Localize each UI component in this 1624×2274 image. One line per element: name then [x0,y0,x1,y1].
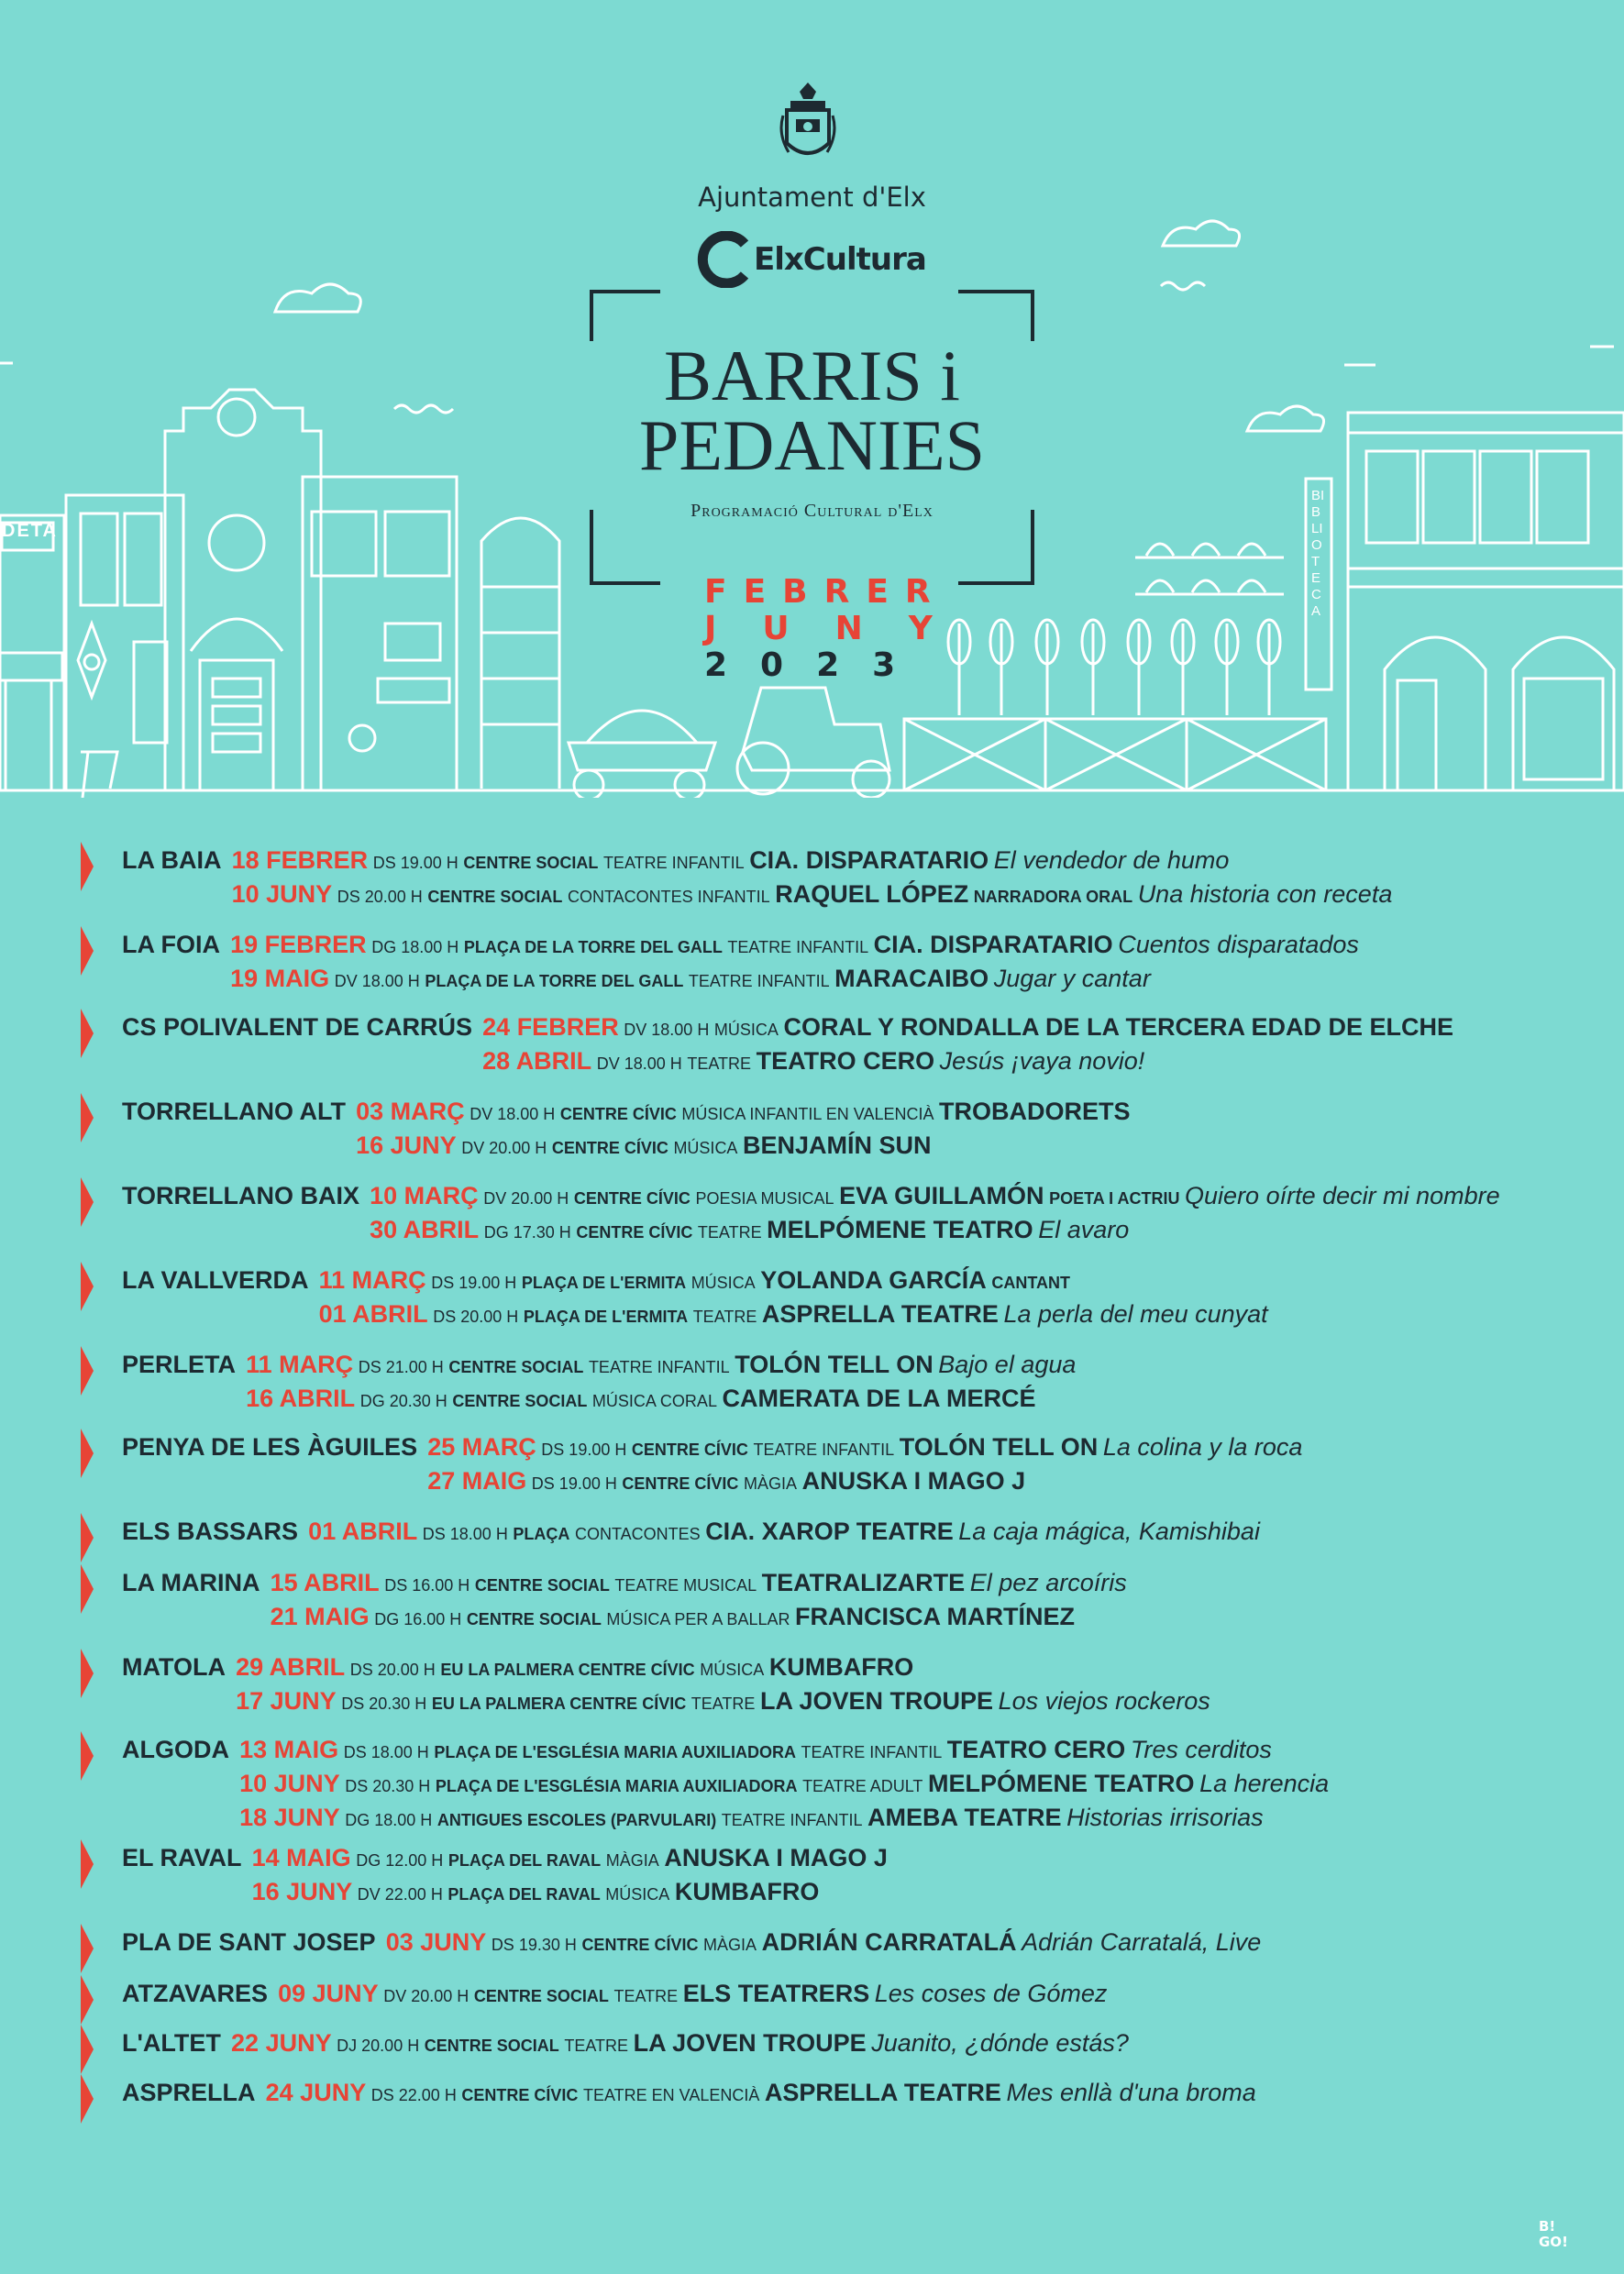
event-company: TEATRO CERO [946,1736,1126,1763]
event-entry [122,2026,1129,2062]
event-date: 14 MAIG [251,1844,351,1871]
red-arrow-icon [79,1176,95,1229]
event-entry [239,1801,1264,1837]
event-entry [122,1430,1302,1466]
event-category: MÚSICA [700,1661,765,1679]
event-day-time: DS 20.00 H [349,1661,436,1679]
brand-name: ElxCultura [754,241,926,278]
place-name: PENYA DE LES ÀGUILES [122,1433,418,1461]
event-venue: CENTRE CÍVIC [461,2086,579,2104]
designer-credit [1539,2219,1568,2250]
event-company: CORAL Y RONDALLA DE LA TERCERA EDAD DE ELCHE [783,1013,1454,1041]
event-day-time: DS 19.00 H [431,1274,517,1292]
event-day-time: DV 20.00 H [383,1987,470,2005]
event-company: CIA. DISPARATARIO [873,931,1113,958]
event-entry [370,1213,1129,1249]
event-day-time: DS 21.00 H [358,1358,444,1376]
event-show-title: Adrián Carratalá, Live [1022,1928,1262,1956]
event-venue: PLAÇA DE L'ERMITA [523,1308,689,1326]
event-company: ADRIÁN CARRATALÁ [761,1928,1017,1956]
event-category: MÚSICA [690,1274,756,1292]
event-venue: PLAÇA DEL RAVAL [447,1851,602,1870]
event-day-time: DS 19.00 H [541,1441,627,1459]
event-category: TEATRE INFANTIL [727,938,869,956]
event-category: TEATRE INFANTIL [602,854,745,872]
event-entry [122,1566,1127,1602]
page-title [0,336,1624,485]
event-day-time: DV 18.00 H [624,1021,710,1039]
event-venue: CENTRE CÍVIC [576,1223,693,1242]
event-venue: CENTRE CÍVIC [631,1441,748,1459]
event-date: 16 JUNY [356,1131,457,1159]
place-name: MATOLA [122,1653,226,1681]
event-category: MÚSICA [605,1885,670,1904]
event-day-time: DS 22.00 H [370,2086,457,2104]
place-name: ALGODA [122,1736,229,1763]
event-company: YOLANDA GARCÍA [760,1266,987,1294]
event-day-time: DG 16.00 H [374,1610,462,1628]
event-category: MÚSICA PER A BALLAR [606,1610,790,1628]
event-venue: CENTRE SOCIAL [473,1987,609,2005]
red-arrow-icon [79,924,95,977]
event-company-note: NARRADORA ORAL [973,888,1133,906]
event-date: 16 JUNY [251,1878,353,1905]
event-company: ASPRELLA TEATRE [761,1300,999,1328]
event-day-time: DJ 20.00 H [337,2037,420,2055]
place-name: PLA DE SANT JOSEP [122,1928,376,1956]
event-entry [122,1010,1453,1046]
event-company: TEATRALIZARTE [761,1569,966,1596]
red-arrow-icon [79,1922,95,1975]
title-line-1: BARRIS i [664,336,960,415]
library-sign: BIBLIOTECA [1311,488,1325,619]
event-venue: EU LA PALMERA CENTRE CÍVIC [440,1661,695,1679]
red-arrow-icon [79,1091,95,1144]
event-date: 01 ABRIL [308,1518,418,1545]
event-day-time: DS 19.30 H [491,1936,577,1954]
event-category: CONTACONTES [574,1525,701,1543]
event-day-time: DG 18.00 H [345,1811,433,1829]
event-entry [230,962,1151,998]
event-day-time: DG 18.00 H [371,938,459,956]
event-date: 28 ABRIL [482,1047,592,1075]
event-category: TEATRE INFANTIL [688,972,830,990]
event-entry [122,844,1229,879]
event-show-title: El vendedor de humo [993,846,1230,874]
event-show-title: La herencia [1199,1770,1330,1797]
event-venue: CENTRE SOCIAL [424,2037,559,2055]
red-arrow-icon [79,1511,95,1564]
red-arrow-icon [79,1647,95,1700]
event-entry [239,1767,1329,1803]
event-company: EVA GUILLAMÓN [839,1182,1044,1209]
event-company: LA JOVEN TROUPE [760,1687,994,1715]
event-category: TEATRE [613,1987,679,2005]
event-company: CIA. XAROP TEATRE [705,1518,954,1545]
event-venue: CENTRE SOCIAL [463,854,599,872]
red-arrow-icon [79,1260,95,1313]
event-venue: EU LA PALMERA CENTRE CÍVIC [431,1694,687,1713]
event-entry [252,1875,820,1911]
event-date: 21 MAIG [270,1603,370,1630]
event-company: AMEBA TEATRE [867,1804,1062,1831]
event-company: MELPÓMENE TEATRO [767,1216,1033,1243]
event-show-title: El avaro [1038,1216,1130,1243]
period-start: FEBRER [704,573,947,611]
event-entry [427,1464,1025,1500]
event-show-title: Juanito, ¿dónde estás? [871,2029,1129,2057]
event-category: CONTACONTES INFANTIL [567,888,770,906]
place-name: CS POLIVALENT DE CARRÚS [122,1013,473,1041]
place-name: TORRELLANO BAIX [122,1182,360,1209]
event-venue: PLAÇA DEL RAVAL [447,1885,601,1904]
event-date: 03 MARÇ [356,1098,465,1125]
title-line-2: PEDANIES [638,405,985,485]
event-show-title: Les coses de Gómez [874,1980,1108,2007]
event-date: 18 FEBRER [231,846,369,874]
event-entry [122,1515,1260,1551]
event-company-note: CANTANT [991,1274,1070,1292]
place-name: ELS BASSARS [122,1518,299,1545]
event-day-time: DV 18.00 H [470,1105,556,1123]
event-company: TEATRO CERO [756,1047,935,1075]
event-company: ANUSKA I MAGO J [801,1467,1026,1495]
event-date: 18 JUNY [239,1804,340,1831]
event-venue: CENTRE CÍVIC [573,1189,690,1208]
event-entry [122,1926,1261,1961]
event-category: TEATRE INFANTIL [801,1743,943,1761]
red-arrow-icon [79,1344,95,1397]
event-day-time: DV 20.00 H [483,1189,569,1208]
place-name: PERLETA [122,1351,237,1378]
event-day-time: DS 16.00 H [384,1576,470,1595]
event-category: MÚSICA INFANTIL EN VALENCIÀ [681,1105,934,1123]
event-day-time: DS 19.00 H [531,1474,617,1493]
event-date: 16 ABRIL [246,1385,356,1412]
place-name: LA BAIA [122,846,222,874]
event-company: TOLÓN TELL ON [735,1351,934,1378]
event-company: MELPÓMENE TEATRO [927,1770,1195,1797]
event-category: TEATRE INFANTIL [588,1358,730,1376]
event-show-title: Cuentos disparatados [1118,931,1359,958]
event-venue: CENTRE SOCIAL [448,1358,584,1376]
event-date: 10 JUNY [239,1770,340,1797]
event-company: FRANCISCA MARTÍNEZ [795,1603,1076,1630]
event-date: 19 MAIG [230,965,330,992]
red-arrow-icon [79,1838,95,1891]
red-arrow-icon [79,2023,95,2076]
event-company: ELS TEATRERS [682,1980,870,2007]
event-entry [271,1600,1075,1636]
event-show-title: Jugar y cantar [993,965,1151,992]
event-category: POESIA MUSICAL [695,1189,834,1208]
event-show-title: La colina y la roca [1102,1433,1303,1461]
event-entry [482,1044,1144,1080]
event-show-title: Jesús ¡vaya novio! [939,1047,1145,1075]
event-entry [122,1650,913,1686]
event-venue: PLAÇA DE L'ESGLÉSIA MARIA AUXILIADORA [435,1777,798,1795]
event-company: KUMBAFRO [674,1878,820,1905]
event-day-time: DS 18.00 H [422,1525,508,1543]
event-category: MÚSICA [713,1021,779,1039]
event-venue: PLAÇA DE LA TORRE DEL GALL [425,972,684,990]
event-entry [122,1733,1272,1769]
event-day-time: DV 18.00 H [334,972,420,990]
event-category: TEATRE [564,2037,629,2055]
event-category: TEATRE INFANTIL [721,1811,863,1829]
event-date: 11 MARÇ [246,1351,354,1378]
event-entry [122,1977,1107,2013]
event-category: MÀGIA [744,1474,798,1493]
event-venue: CENTRE CÍVIC [622,1474,739,1493]
poster-header [0,0,1624,798]
event-day-time: DS 20.30 H [341,1694,427,1713]
event-venue: PLAÇA [513,1525,570,1543]
red-arrow-icon [79,1007,95,1060]
event-venue: CENTRE CÍVIC [581,1936,699,1954]
event-venue: CENTRE CÍVIC [559,1105,677,1123]
event-venue: ANTIGUES ESCOLES (PARVULARI) [436,1811,717,1829]
event-venue: CENTRE SOCIAL [466,1610,602,1628]
event-company: MARACAIBO [834,965,989,992]
event-date: 29 ABRIL [236,1653,346,1681]
event-category: TEATRE [692,1308,757,1326]
event-company: TROBADORETS [939,1098,1131,1125]
event-company: LA JOVEN TROUPE [633,2029,867,2057]
event-venue: PLAÇA DE LA TORRE DEL GALL [463,938,723,956]
event-day-time: DS 20.00 H [433,1308,519,1326]
event-day-time: DG 20.30 H [359,1392,447,1410]
event-entry [122,1348,1076,1384]
event-day-time: DS 20.30 H [345,1777,431,1795]
event-entry [319,1297,1268,1333]
event-venue: CENTRE SOCIAL [427,888,563,906]
event-day-time: DV 20.00 H [461,1139,547,1157]
event-company: ANUSKA I MAGO J [664,1844,888,1871]
event-entry [122,928,1359,964]
event-day-time: DV 22.00 H [357,1885,443,1904]
event-date: 15 ABRIL [270,1569,380,1596]
event-category: MÚSICA CORAL [591,1392,717,1410]
event-show-title: Los viejos rockeros [998,1687,1210,1715]
event-date: 01 ABRIL [318,1300,428,1328]
event-company: ASPRELLA TEATRE [764,2079,1001,2106]
event-category: TEATRE EN VALENCIÀ [582,2086,760,2104]
event-category: MÚSICA [673,1139,738,1157]
event-date: 25 MARÇ [427,1433,536,1461]
event-entry [122,2076,1256,2112]
event-show-title: Historias irrisorias [1066,1804,1264,1831]
event-company: BENJAMÍN SUN [743,1131,932,1159]
event-date: 22 JUNY [231,2029,332,2057]
event-show-title: Una historia con receta [1137,880,1393,908]
event-day-time: DS 18.00 H [343,1743,429,1761]
event-entry [232,878,1393,913]
designer-credit-line-2: GO! [1539,2234,1568,2250]
event-day-time: DG 17.30 H [483,1223,571,1242]
event-entry [246,1382,1035,1418]
event-company-note: POETA I ACTRIU [1049,1189,1180,1208]
event-show-title: Quiero oírte decir mi nombre [1185,1182,1500,1209]
place-name: ATZAVARES [122,1980,268,2007]
event-venue: PLAÇA DE L'ERMITA [521,1274,687,1292]
event-date: 30 ABRIL [370,1216,480,1243]
place-name: LA FOIA [122,931,220,958]
event-category: TEATRE [687,1054,752,1073]
red-arrow-icon [79,1729,95,1783]
event-entry [122,1095,1131,1131]
event-category: TEATRE [697,1223,762,1242]
period-year: 2023 [704,646,929,684]
event-entry [122,1179,1500,1215]
red-arrow-icon [79,1562,95,1616]
event-company: CIA. DISPARATARIO [749,846,989,874]
event-day-time: DS 19.00 H [372,854,458,872]
place-name: ASPRELLA [122,2079,256,2106]
event-entry [236,1684,1210,1720]
event-day-time: DG 12.00 H [356,1851,444,1870]
red-arrow-icon [79,2072,95,2125]
place-name: TORRELLANO ALT [122,1098,346,1125]
event-date: 10 MARÇ [370,1182,479,1209]
event-show-title: Mes enllà d'una broma [1006,2079,1256,2106]
event-show-title: Bajo el agua [938,1351,1077,1378]
event-show-title: La perla del meu cunyat [1003,1300,1268,1328]
red-arrow-icon [79,1973,95,2026]
event-venue: CENTRE CÍVIC [551,1139,668,1157]
designer-credit-line-1: B! [1539,2218,1556,2235]
event-company: TOLÓN TELL ON [899,1433,1099,1461]
event-date: 24 JUNY [265,2079,367,2106]
event-date: 03 JUNY [385,1928,487,1956]
event-company: RAQUEL LÓPEZ [775,880,969,908]
period [704,573,978,684]
red-arrow-icon [79,1427,95,1480]
event-show-title: La caja mágica, Kamishibai [958,1518,1260,1545]
place-name: L'ALTET [122,2029,221,2057]
event-category: TEATRE INFANTIL [753,1441,895,1459]
event-date: 10 JUNY [231,880,333,908]
left-building-sign: DETA [2,521,58,541]
event-category: TEATRE [690,1694,756,1713]
event-entry [122,1264,1070,1299]
event-day-time: DS 20.00 H [337,888,423,906]
event-venue: CENTRE SOCIAL [474,1576,610,1595]
event-show-title: Tres cerditos [1130,1736,1272,1763]
event-date: 13 MAIG [239,1736,339,1763]
place-name: LA MARINA [122,1569,260,1596]
event-venue: PLAÇA DE L'ESGLÉSIA MARIA AUXILIADORA [434,1743,796,1761]
event-company: KUMBAFRO [768,1653,914,1681]
event-category: TEATRE MUSICAL [614,1576,757,1595]
event-date: 17 JUNY [236,1687,337,1715]
organization-name: Ajuntament d'Elx [698,182,926,213]
page-subtitle: Programació Cultural d'Elx [690,501,934,521]
event-category: MÀGIA [703,1936,757,1954]
event-show-title: El pez arcoíris [969,1569,1127,1596]
event-date: 09 JUNY [278,1980,379,2007]
place-name: EL RAVAL [122,1844,242,1871]
event-company: CAMERATA DE LA MERCÉ [722,1385,1036,1412]
event-day-time: DV 18.00 H [596,1054,682,1073]
event-entry [356,1129,931,1165]
event-venue: CENTRE SOCIAL [452,1392,588,1410]
event-date: 27 MAIG [427,1467,527,1495]
event-entry [122,1841,888,1877]
event-category: TEATRE ADULT [802,1777,923,1795]
red-arrow-icon [79,840,95,893]
place-name: LA VALLVERDA [122,1266,309,1294]
event-date: 24 FEBRER [482,1013,619,1041]
period-end: JUNY [704,610,978,647]
event-date: 11 MARÇ [318,1266,426,1294]
event-date: 19 FEBRER [230,931,367,958]
event-category: MÀGIA [605,1851,659,1870]
